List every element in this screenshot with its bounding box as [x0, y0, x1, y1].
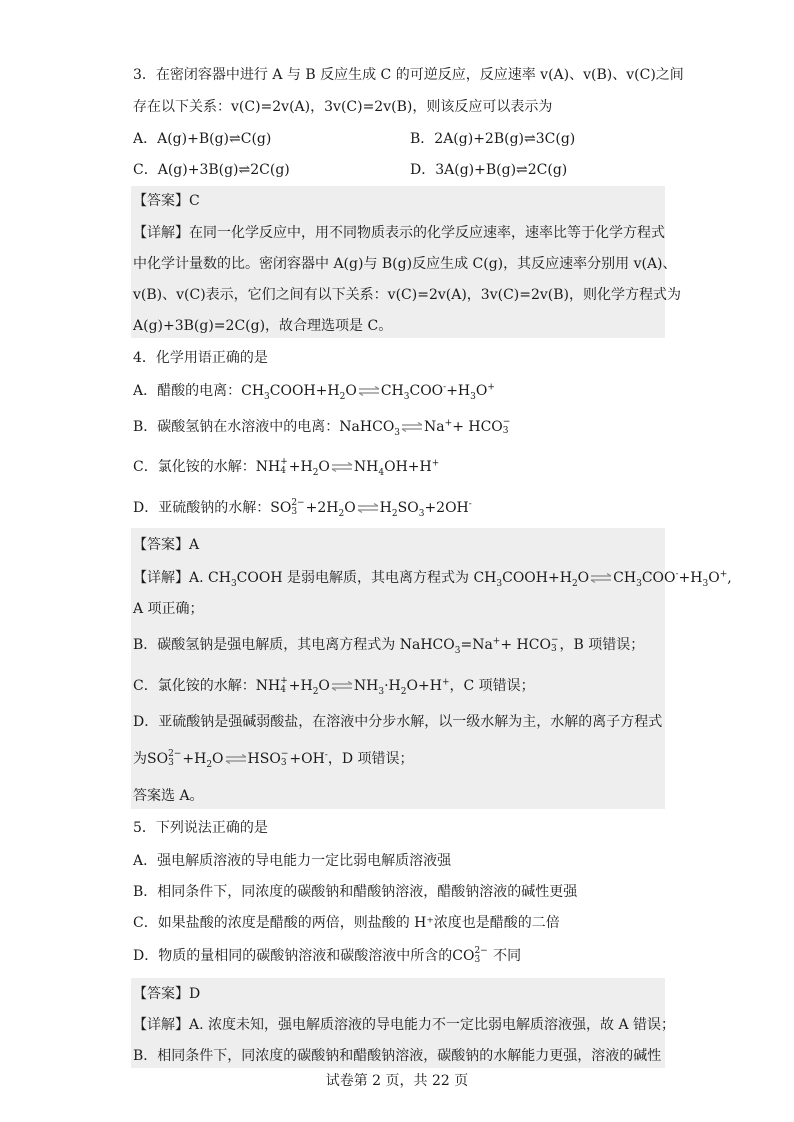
equilibrium-arrow-icon	[331, 681, 353, 691]
q4-answer: 【答案】A	[133, 537, 200, 553]
q4-detail-text: ，C 项错误；	[449, 678, 535, 694]
equilibrium-arrow-icon	[357, 503, 379, 513]
q3-detail-line1: 【详解】在同一化学反应中，用不同物质表示的化学反应速率，速率比等于化学方程式	[133, 225, 665, 241]
q4-detail-text: COOH 是弱电解质，其电离方程式为 CH	[236, 570, 497, 586]
equilibrium-arrow-icon	[331, 462, 353, 472]
q3-detail-line3: v(B)、v(C)表示，它们之间有以下关系：v(C)=2v(A)，3v(C)=2v(B)，则化学方程式为	[133, 287, 682, 303]
q3-option-a: A．A(g)+B(g)⇌C(g)	[133, 131, 272, 147]
q4-stem: 4．化学用语正确的是	[133, 350, 268, 366]
equilibrium-arrow-icon	[590, 573, 612, 583]
q5-option-d-text: 不同	[488, 948, 522, 964]
q4-option-c: C．氯化铵的水解：NH + 4 $+H_2O$ $NH_4OH+H^+$	[133, 457, 440, 478]
q4-option-b: B．碳酸氢钠在水溶液中的电离：NaHCO$_3$ Na++ HCO − 3	[133, 417, 511, 438]
q4-detail-text: B．碳酸氢钠是强电解质，其电离方程式为 NaHCO	[133, 637, 455, 653]
q4-detail-line1: 【详解】A. $CH_3COOH$ 是弱电解质，其电离方程式为 $CH_3COOH+H_2O$ $CH_3COO^-+H_3O^+$,	[133, 569, 732, 589]
q5-option-d: D．物质的量相同的碳酸钠溶液和碳酸溶液中所含的CO 2− 3 不同	[133, 946, 522, 965]
q5-option-c: C．如果盐酸的浓度是醋酸的两倍，则盐酸的 H⁺浓度也是醋酸的二倍	[133, 915, 560, 931]
q5-answer: 【答案】D	[133, 986, 201, 1002]
q5-option-d-text: D．物质的量相同的碳酸钠溶液和碳酸溶液中所含的	[133, 948, 453, 964]
q4-detail-line2: A 项正确；	[133, 601, 204, 617]
q5-detail-line2: B．相同条件下，同浓度的碳酸钠和醋酸钠溶液，碳酸钠的水解能力更强，溶液的碱性	[133, 1048, 662, 1064]
q5-stem: 5．下列说法正确的是	[133, 820, 268, 836]
q3-option-c: C．A(g)+3B(g)⇌2C(g)	[133, 162, 290, 178]
equilibrium-arrow-icon	[358, 386, 380, 396]
q4-option-c-label: C．氯化铵的水解：	[133, 459, 256, 475]
q4-option-a-label: A．醋酸的电离：	[133, 383, 242, 399]
q4-detail-text: 【详解】A. CH	[133, 570, 231, 586]
q4-detail-text: ，D 项错误；	[327, 751, 414, 767]
q5-detail-line1: 【详解】A. 浓度未知，强电解质溶液的导电能力不一定比弱电解质溶液强，故 A 错误；	[133, 1017, 676, 1033]
q3-answer: 【答案】C	[133, 193, 200, 209]
q4-detail-line5: D．亚硫酸钠是强碱弱酸盐，在溶液中分步水解，以一级水解为主，水解的离子方程式	[133, 714, 663, 730]
q4-detail-line7: 答案选 A。	[133, 788, 204, 804]
q4-option-a: A．醋酸的电离：$CH_3COOH+H_2O$ $CH_3COO^-+H_3O^+$	[133, 382, 495, 402]
q4-detail-text: ，B 项错误；	[559, 637, 645, 653]
q5-option-b: B．相同条件下，同浓度的碳酸钠和醋酸钠溶液，醋酸钠溶液的碱性更强	[133, 884, 578, 900]
q4-option-d-label: D．亚硫酸钠的水解：	[133, 500, 271, 516]
q4-detail-line4: C．氯化铵的水解：NH + 4 $+H_2O$ $NH_3\cdot H_2O+H^+$，C 项错误；	[133, 676, 535, 697]
q4-detail-line6: 为SO 2− 3 $+H_2O$ HSO − 3 +OH-，D 项错误；	[133, 749, 414, 770]
q4-detail-text: 为	[133, 751, 147, 767]
q3-stem-line2: 存在以下关系：v(C)=2v(A)，3v(C)=2v(B)，则该反应可以表示为	[133, 99, 553, 115]
q3-stem-line1: 3．在密闭容器中进行 A 与 B 反应生成 C 的可逆反应，反应速率 v(A)、v(B)、v(C)之间	[133, 67, 684, 83]
equilibrium-arrow-icon	[401, 422, 423, 432]
q4-detail-line3: B．碳酸氢钠是强电解质，其电离方程式为 NaHCO$_3$=Na++ HCO − 3 ，B 项错误；	[133, 635, 645, 656]
q3-detail-line4: A(g)+3B(g)=2C(g)，故合理选项是 C。	[133, 318, 393, 334]
q3-option-d: D．3A(g)+B(g)⇌2C(g)	[410, 162, 568, 178]
q4-option-b-label: B．碳酸氢钠在水溶液中的电离：	[133, 419, 340, 435]
equilibrium-arrow-icon	[225, 754, 247, 764]
q3-detail-line2: 中化学计量数的比。密闭容器中 A(g)与 B(g)反应生成 C(g)，其反应速率分别用 v(A)、	[133, 256, 677, 272]
q5-option-a: A．强电解质溶液的导电能力一定比弱电解质溶液强	[133, 853, 452, 869]
q3-option-b: B．2A(g)+2B(g)⇌3C(g)	[410, 131, 576, 147]
page-footer: 试卷第 2 页，共 22 页	[325, 1073, 469, 1089]
q4-detail-text: C．氯化铵的水解：	[133, 678, 256, 694]
q4-option-d: D．亚硫酸钠的水解：SO 2− 3 $+2H_2O$ $H_2SO_3+2OH^-$	[133, 498, 472, 519]
